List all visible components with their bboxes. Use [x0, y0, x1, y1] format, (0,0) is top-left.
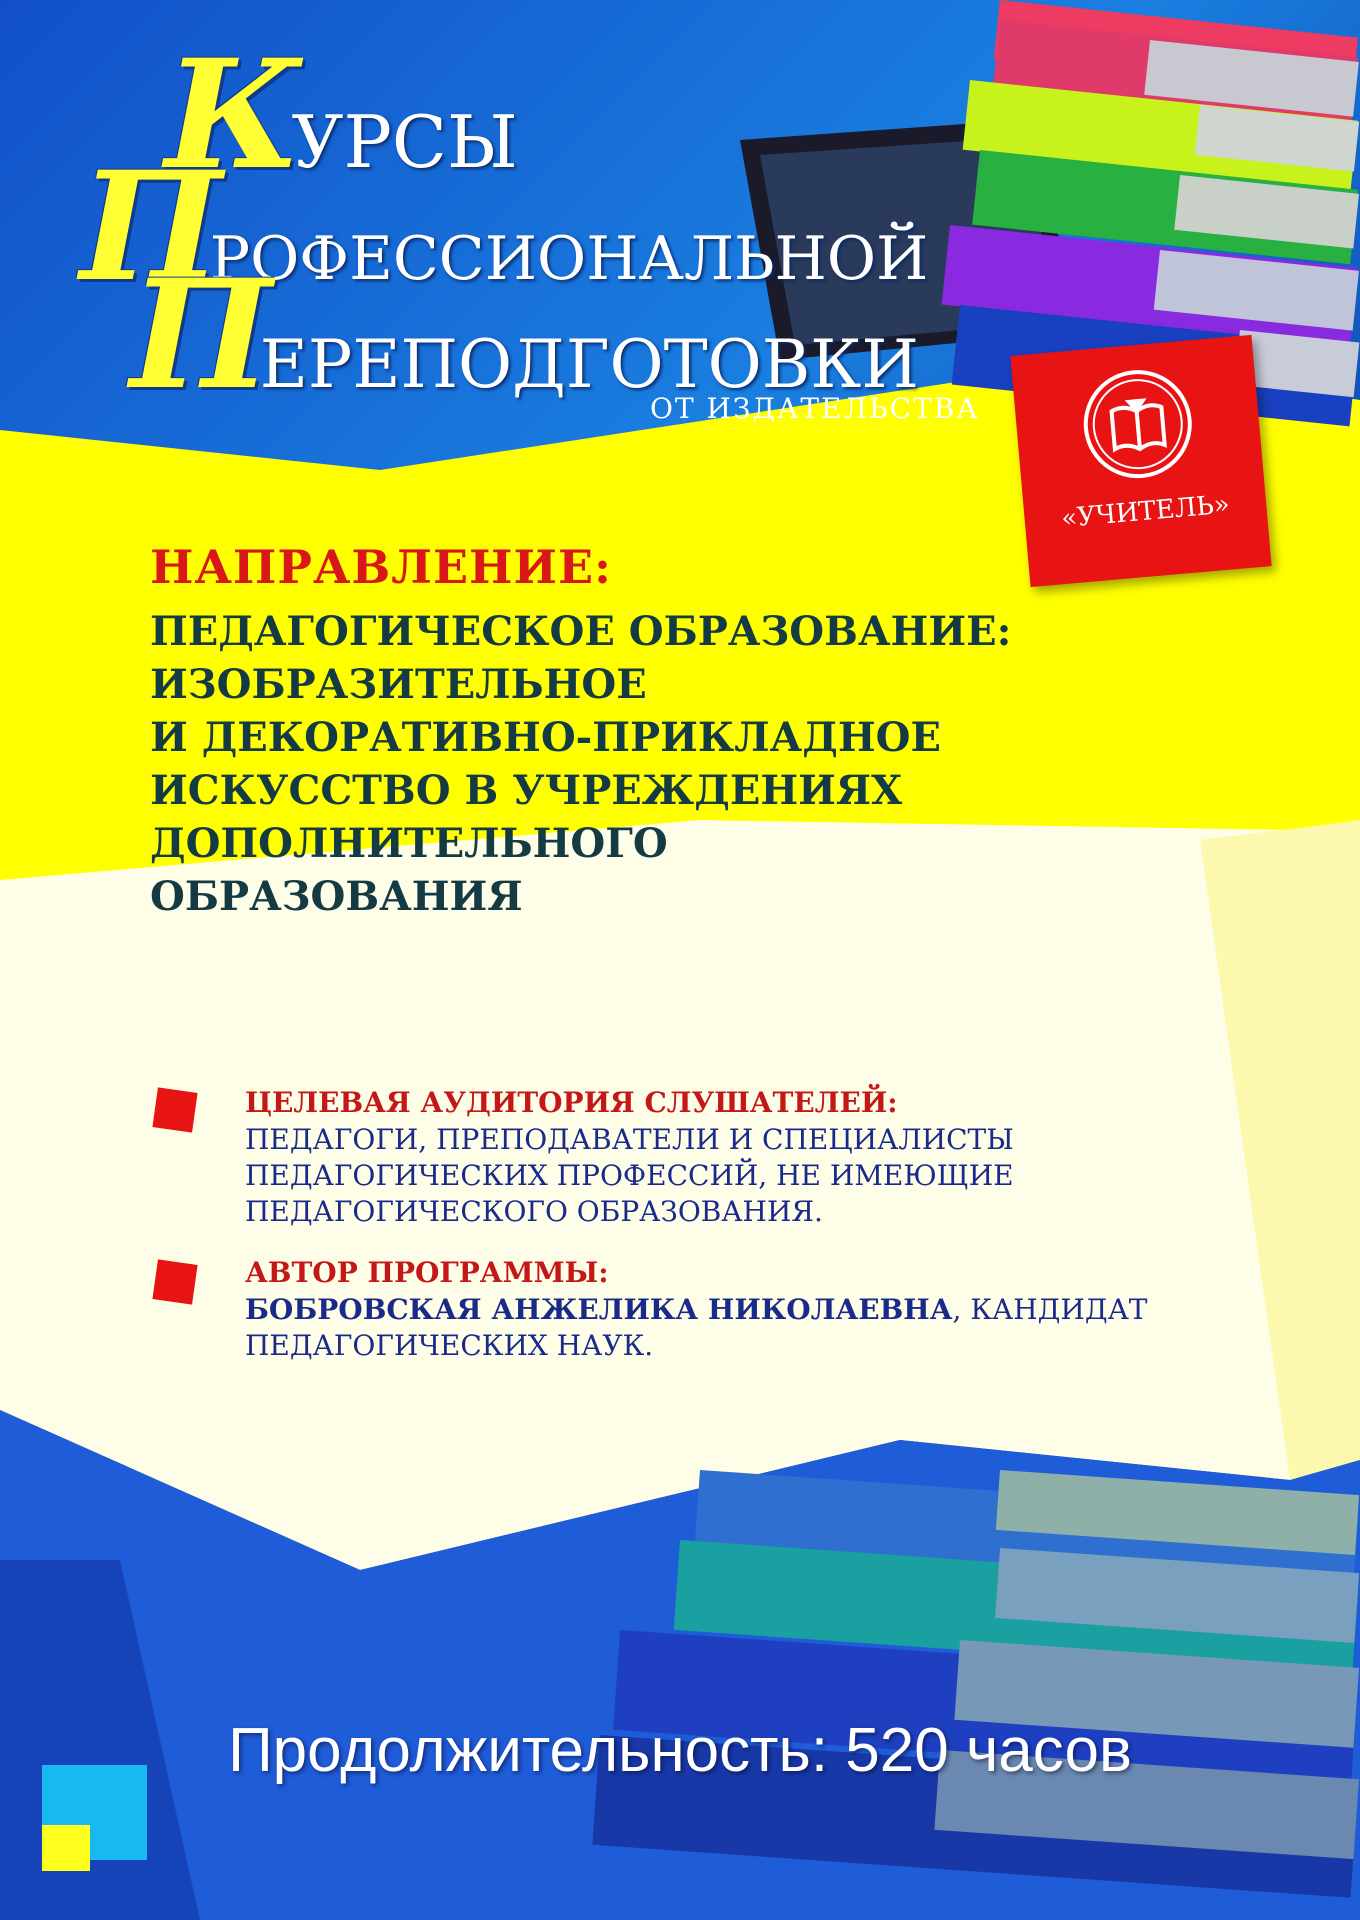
audience-label: ЦЕЛЕВАЯ АУДИТОРИЯ СЛУШАТЕЛЕЙ: — [245, 1086, 898, 1119]
bullet-square-icon — [152, 1087, 197, 1132]
books-bottom-illustration — [592, 1470, 1359, 1898]
publisher-name: «УЧИТЕЛЬ» — [1059, 489, 1231, 535]
direction-line: ПЕДАГОГИЧЕСКОЕ ОБРАЗОВАНИЕ: — [150, 608, 1012, 655]
duration-text: Продолжительность: 520 часов — [228, 1716, 1132, 1785]
direction-label: НАПРАВЛЕНИЕ: — [150, 540, 613, 594]
direction-line: И ДЕКОРАТИВНО-ПРИКЛАДНОЕ — [150, 714, 941, 761]
author-label: АВТОР ПРОГРАММЫ: — [245, 1256, 609, 1289]
author-degree-line2: ПЕДАГОГИЧЕСКИХ НАУК. — [245, 1329, 654, 1362]
audience-line: ПЕДАГОГИ, ПРЕПОДАВАТЕЛИ И СПЕЦИАЛИСТЫ — [245, 1123, 1014, 1156]
title-initial-2: П — [80, 139, 222, 315]
title-rest-1: УРСЫ — [291, 100, 518, 184]
title-initial-1: К — [165, 27, 302, 203]
book-emblem-icon — [1078, 365, 1197, 484]
direction-line: ИСКУССТВО В УЧРЕЖДЕНИЯХ — [150, 767, 903, 814]
bullet-square-icon — [152, 1259, 197, 1304]
audience-line: ПЕДАГОГИЧЕСКИХ ПРОФЕССИЙ, НЕ ИМЕЮЩИЕ — [245, 1159, 1014, 1192]
author-text — [245, 1292, 1147, 1364]
author-degree: , КАНДИДАТ — [952, 1293, 1148, 1326]
title-rest-3: ЕРЕПОДГОТОВКИ — [259, 326, 919, 403]
direction-text — [150, 605, 1110, 923]
publisher-from-label: ОТ ИЗДАТЕЛЬСТВА — [650, 392, 980, 425]
audience-text — [245, 1122, 1014, 1230]
author-name: БОБРОВСКАЯ АНЖЕЛИКА НИКОЛАЕВНА — [245, 1293, 953, 1326]
audience-line: ПЕДАГОГИЧЕСКОГО ОБРАЗОВАНИЯ. — [245, 1195, 823, 1228]
title-initial-3: П — [130, 247, 272, 423]
direction-line: ДОПОЛНИТЕЛЬНОГО — [150, 820, 668, 867]
direction-line: ИЗОБРАЗИТЕЛЬНОЕ — [150, 661, 647, 708]
direction-line: ОБРАЗОВАНИЯ — [150, 873, 523, 920]
publisher-logo — [1010, 335, 1271, 587]
title-rest-2: РОФЕССИОНАЛЬНОЙ — [209, 224, 929, 294]
